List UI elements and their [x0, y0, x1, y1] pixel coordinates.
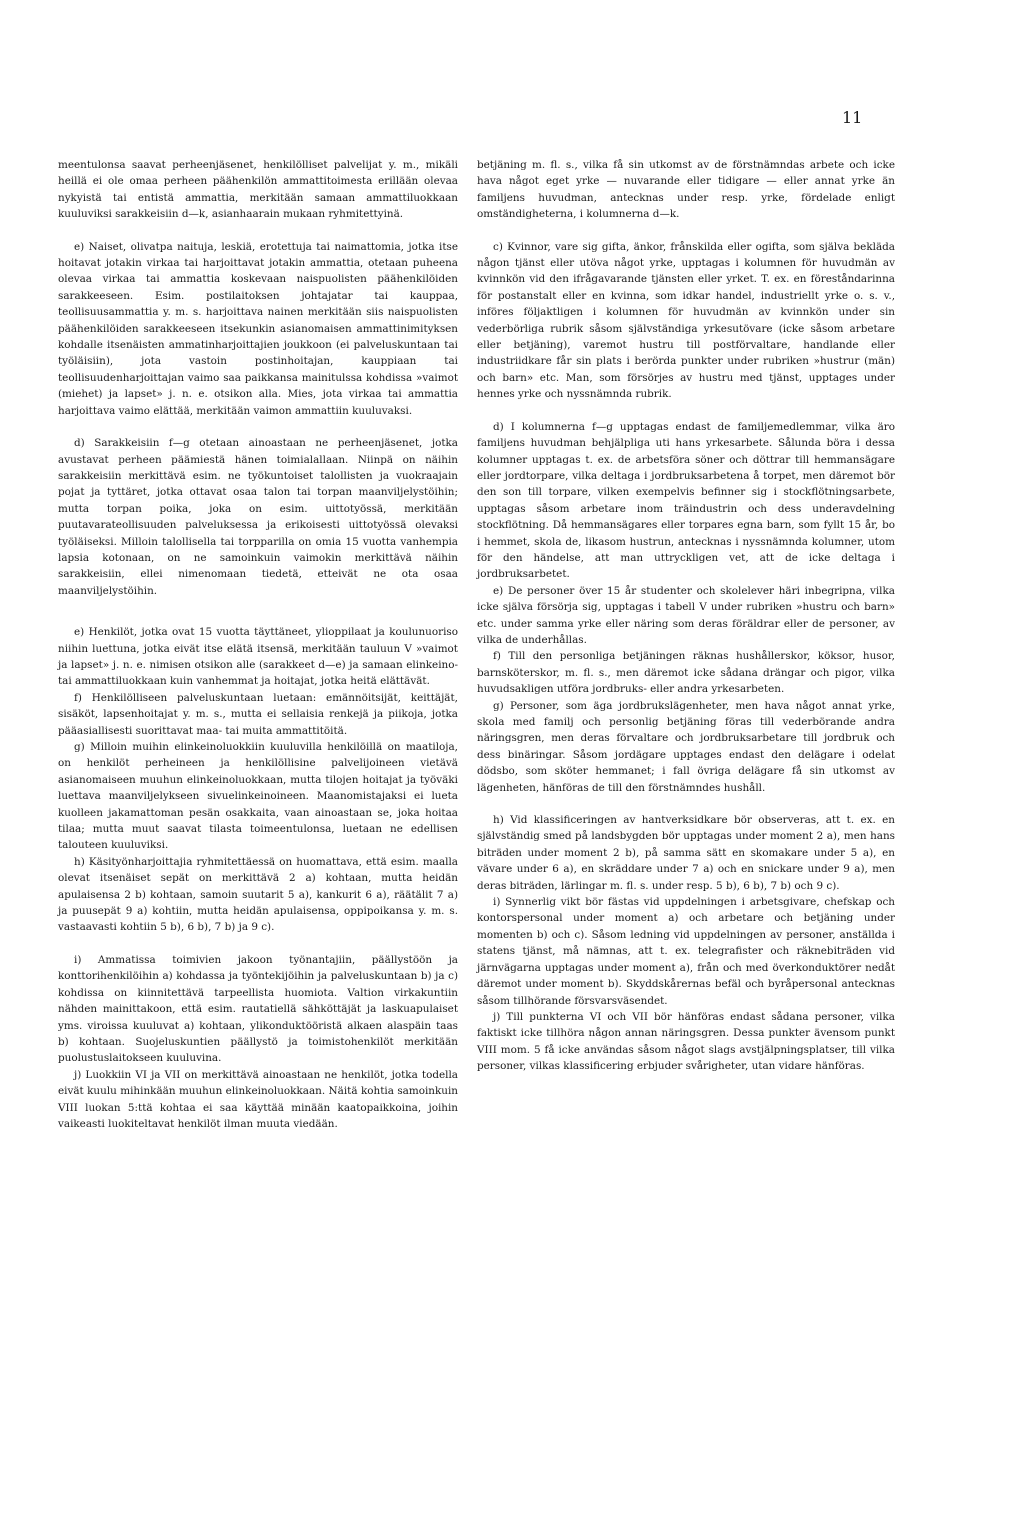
left-column-finnish	[58, 157, 458, 1132]
page-number: 11	[842, 108, 863, 127]
paragraph: e) Naiset, olivatpa naituja, leskiä, erotettuja tai naimattomia, jotka itse hoitavat jotakin virkaa tai harjoittavat jotakin ammattia, otetaan puheena olevaa virkaa tai ammattia koskevaan naispuolisten päähenkilöiden sarakkeeseen. Esim. postilaitoksen johtajatar tai kauppaa, teollisuusammattia y. m. s. harjoittava nainen merkitään siis naispuolisten päähenkilöiden sarakkeeseen itsekunkin asianomaisen ammattinimityksen kohdalle itsenäisten ammatinharjoittajien joukkoon (ei palveluskuntaan tai työläisiin), jota vastoin postinhoitajan, kauppiaan tai teollisuudenharjoittajan vaimo saa paikkansa mainitulssa kohdissa »vaimot (miehet) ja lapset» j. n. e. otsikon alla. Mies, jota virkaa tai ammattia harjoittava vaimo elättää, merkitään vaimon ammattiin kuuluvaksi.	[58, 240, 458, 417]
paragraph: g) Milloin muihin elinkeinoluokkiin kuuluvilla henkilöillä on maatiloja, on henkilöt perheineen ja henkilöllisine palvelijoineen vietävä asianomaiseen muuhun elinkeinoluokkaan, mutta tilojen hoitajat ja työväki luettava maanviljelykseen sivuelinkeinoineen. Maanomistajaksi ei lueta kuolleen jakamattoman pesän osakkaita, vaan ainoastaan se, joka hoitaa tilaa; mutta muut saavat tilasta toimeentulonsa, luetaan ne edellisen talouteen kuuluviksi.	[58, 741, 458, 852]
paragraph: g) Personer, som äga jordbrukslägenheter, men hava något annat yrke, skola med familj och personlig betjäning föras till vederbörande andra näringsgren, men deras förvaltare och jordbruksarbetare till jordbruk och dess binäringar. Såsom jordägare upptages endast den delägare i odelat dödsbo, som sköter hemmanet; i fall övriga delägare få sin utkomst av lägenheten, hänföras de till den förstnämndes hushåll.	[477, 699, 895, 794]
paragraph: h) Vid klassificeringen av hantverksidkare bör observeras, att t. ex. en självständig smed på landsbygden bör upptagas under moment 2 a), men hans biträden under moment 2 b), på samma sätt en skomakare under 5 a), en vävare under 6 a), en skräddare under 7 a) och en snickare under 9 a), men deras biträden, lärlingar m. fl. s. under resp. 5 b), 6 b), 7 b) och 9 c).	[477, 814, 895, 892]
paragraph: d) I kolumnerna f—g upptagas endast de familjemedlemmar, vilka äro familjens huvudman behjälpliga uti hans yrkesarbete. Sålunda böra i dessa kolumner upptagas t. ex. de arbetsföra söner och döttrar till hemmansägare eller jordtorpare, vilka deltaga i jordbruksarbetena å torpet, men däremot bör den son till torpare, vilken exempelvis befinner sig i stockflötningsarbete, upptagas såsom arbetare inom träindustrin och dess underavdelning stockflötning. Då hemmansägares eller torpares egna barn, som fyllt 15 år, bo i hemmet, skola de, likasom hustrun, antecknas i nyssnämnda kolumner, utom för den händelse, att man uttryckligen vet, att de icke deltaga i jordbruksarbetet.	[477, 420, 895, 581]
paragraph: e) Henkilöt, jotka ovat 15 vuotta täyttäneet, ylioppilaat ja koulunuoriso niihin luettuna, jotka eivät itse elätä itsensä, merkitään tauluun V »vaimot ja lapset» j. n. e. nimisen otsikon alle (sarakkeet d—e) ja samaan elinkeino- tai ammattiluokkaan kuin vanhemmat ja hoitajat, jotka heitä elättävät.	[58, 626, 458, 688]
paragraph: e) De personer över 15 år studenter och skolelever häri inbegripna, vilka icke själva försörja sig, upptagas i tabell V under rubriken »hustru och barn» etc. under samma yrke eller näring som deras föräldrar eller de personer, av vilka de underhållas.	[477, 584, 895, 646]
paragraph: f) Till den personliga betjäningen räknas hushållerskor, köksor, husor, barnsköterskor, m. fl. s., men däremot icke sådana drängar och pigor, vilka huvudsakligen utföra jordbruks- eller andra yrkesarbeten.	[477, 650, 895, 696]
paragraph: j) Till punkterna VI och VII bör hänföras endast sådana personer, vilka faktiskt icke tillhöra någon annan näringsgren. Dessa punkter ävensom punkt VIII mom. 5 få icke användas såsom något slags avstjälpningsplatser, till vilka personer, vilkas klassificering erbjuder svårigheter, utan vidare hänföras.	[477, 1010, 895, 1073]
paragraph: d) Sarakkeisiin f—g otetaan ainoastaan ne perheenjäsenet, jotka avustavat perheen päämiestä hänen toimialallaan. Niinpä on näihin sarakkeisiin merkittävä esim. ne työkuntoiset talollisten ja vuokraajain pojat ja tyttäret, jotka ottavat osaa talon tai torpan maanviljelystöihin; mutta torpan poika, joka on esim. uittotyössä, merkitään puutavarateollisuuden palveluksessa ja erikoisesti uittotyössä olevaksi työläiseksi. Milloin talollisella tai torpparilla on omia 15 vuotta vanhempia lapsia kotonaan, on ne samoinkuin vaimokin merkittävä näihin sarakkeisiin, ellei nimenomaan tiedetä, etteivät ne ota osaa maanviljelystöihin.	[58, 437, 458, 597]
paragraph: betjäning m. fl. s., vilka få sin utkomst av de förstnämndas arbete och icke hava något eget yrke — nuvarande eller tidigare — eller annat yrke än familjens huvudman, antecknas under resp. yrke, fördelade enligt omständigheterna, i kolumnerna d—k.	[477, 159, 895, 221]
paragraph: meentulonsa saavat perheenjäsenet, henkilölliset palvelijat y. m., mikäli heillä ei ole omaa perheen päähenkilön ammattitoimesta erillään olevaa nykyistä tai entistä ammattia, merkitään samaan ammattiluokkaan kuuluviksi sarakkeisiin d—k, asianhaarain mukaan ryhmitettyinä.	[58, 159, 458, 221]
paragraph: i) Ammatissa toimivien jakoon työnantajiin, päällystöön ja konttorihenkilöihin a) kohdassa ja työntekijöihin ja palveluskuntaan b) ja c) kohdissa on kiinnitettävä tarpeellista huomiota. Valtion virkakuntiin nähden mainittakoon, että esim. rautatiellä sähköttäjät ja laskuapulaiset yms. viroissa kuuluvat a) kohtaan, ylikonduktööristä alkaen alaspäin taas b) kohtaan. Suojeluskuntien päällystö ja toimistohenkilöt merkitään puolustuslaitokseen kuuluvina.	[58, 953, 458, 1065]
paragraph: h) Käsityönharjoittajia ryhmitettäessä on huomattava, että esim. maalla olevat itsenäiset sepät on merkittävä 2 a) kohtaan, mutta heidän apulaisensa 2 b) kohtaan, samoin suutarit 5 a), kankurit 6 a), räätälit 7 a) ja puusepät 9 a) kohtiin, mutta heidän apulaisensa, oppipoikansa y. m. s. vastaavasti kohtiin 5 b), 6 b), 7 b) ja 9 c).	[58, 855, 458, 934]
paragraph: f) Henkilölliseen palveluskuntaan luetaan: emännöitsijät, keittäjät, sisäköt, lapsenhoitajat y. m. s., mutta ei sellaisia renkejä ja piikoja, jotka pääasiallisesti suorittavat maa- tai muita ammattitöitä.	[58, 691, 458, 737]
right-column-swedish	[477, 157, 895, 1075]
paragraph: j) Luokkiin VI ja VII on merkittävä ainoastaan ne henkilöt, jotka todella eivät kuulu mihinkään muuhun elinkeinoluokkaan. Näitä kohtia samoinkuin VIII luokan 5:ttä kohtaa ei saa käyttää minään kaatopaikkoina, joihin vaikeasti luokiteltavat henkilöt ilman muuta viedään.	[58, 1068, 458, 1130]
paragraph: i) Synnerlig vikt bör fästas vid uppdelningen i arbetsgivare, chefskap och kontorspersonal under moment a) och arbetare och betjäning under momenten b) och c). Såsom ledning vid uppdelningen av personer, anställda i statens tjänst, må nämnas, att t. ex. telegrafister och räknebiträden vid järnvägarna upptagas under moment a), från och med överkonduktörer nedåt däremot under moment b). Skyddskårernas befäl och byråpersonal antecknas såsom tillhörande försvarsväsendet.	[477, 896, 895, 1007]
paragraph: c) Kvinnor, vare sig gifta, änkor, frånskilda eller ogifta, som själva bekläda någon tjänst eller utöva något yrke, upptagas i kolumnen för huvudmän av kvinnkön vid den ifrågavarande tjänsten eller yrket. T. ex. en föreståndarinna för postanstalt eller en kvinna, som idkar handel, industriellt yrke o. s. v., införes följaktligen i kolumnen för huvudmän av kvinnkön under sin vederbörliga rubrik såsom självständiga yrkesutövare (icke såsom arbetare eller betjäning), varemot hustru till postförvaltare, handlande eller industriidkare får sin plats i berörda punkter under rubriken »hustrur (män) och barn» etc. Man, som försörjes av hustru med tjänst, upptages under hennes yrke och nyssnämnda rubrik.	[477, 240, 895, 401]
